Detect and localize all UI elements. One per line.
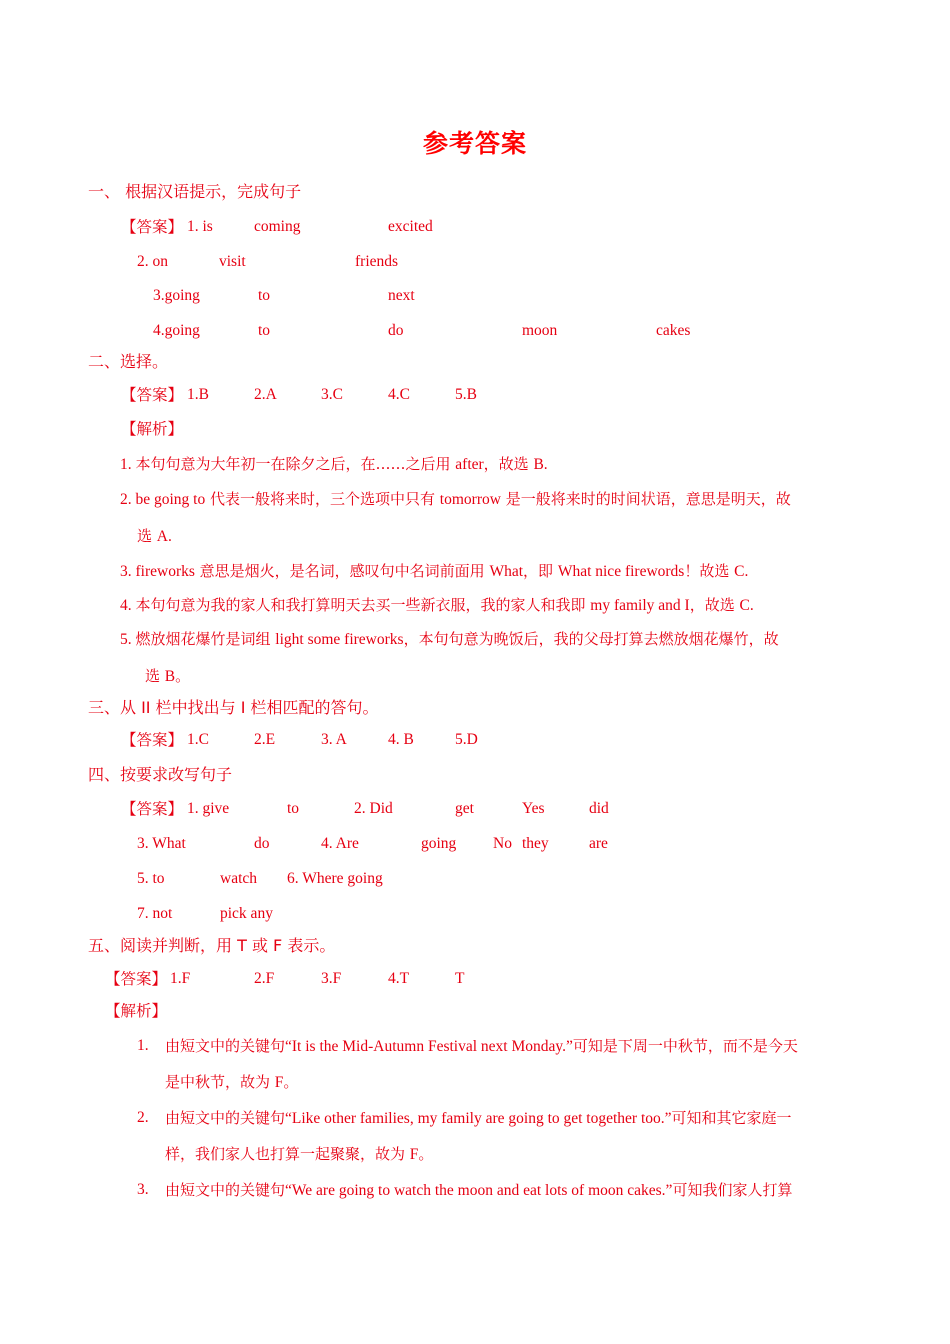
answer-cell: coming [254, 218, 301, 235]
analysis-item-2: 2. be going to 代表一般将来时，三个选项中只有 tomorrow 是一般将来时的时间状语，意思是明天，故 [120, 490, 791, 508]
answer-cell: 6. Where going [287, 870, 383, 887]
analysis-label: 【解析】 [105, 1002, 168, 1020]
answer-cell: 3. A [321, 731, 347, 748]
section-4-heading: 四、按要求改写句子 [88, 765, 233, 784]
analysis-number: 3. [137, 1181, 149, 1198]
page-title: 参考答案 [422, 129, 527, 158]
answer-cell: 3.going [153, 287, 200, 304]
analysis-item-4: 4. 本句句意为我的家人和我打算明天去买一些新衣服，我的家人和我即 my family and I，故选 C. [120, 596, 754, 614]
answer-cell: visit [219, 253, 246, 270]
answer-cell: excited [388, 218, 433, 235]
answer-cell: 2.E [254, 731, 276, 748]
answer-cell: 1. is [187, 218, 213, 235]
answer-cell: 1.C [187, 731, 209, 748]
section-5-heading: 五、阅读并判断，用 T 或 F 表示。 [88, 936, 336, 955]
answer-label: 【答案】 [121, 731, 184, 749]
answer-cell: did [589, 800, 609, 817]
answer-cell: they [522, 835, 549, 852]
analysis-item-1: 1. 本句句意为大年初一在除夕之后，在……之后用 after，故选 B. [120, 455, 548, 473]
answer-cell: 2. on [137, 253, 168, 270]
answer-cell: Yes [522, 800, 545, 817]
analysis-number: 1. [137, 1037, 149, 1054]
answer-cell: get [455, 800, 474, 817]
answer-cell: 4.C [388, 386, 410, 403]
answer-cell: pick any [220, 905, 273, 922]
answer-label: 【答案】 [121, 800, 184, 818]
analysis-item-2-cont: 样，我们家人也打算一起聚聚，故为 F。 [165, 1145, 434, 1163]
answer-cell: 4.going [153, 322, 200, 339]
analysis-item-2: 由短文中的关键句“Like other families, my family are going to get together too.”可知和其它家庭一 [165, 1109, 792, 1127]
section-3-heading: 三、从 II 栏中找出与 I 栏相匹配的答句。 [88, 698, 379, 717]
answer-label: 【答案】 [121, 218, 184, 236]
answer-cell: watch [220, 870, 258, 887]
answer-cell: 1.F [170, 970, 191, 987]
answer-cell: 5. to [137, 870, 165, 887]
answer-cell: 3.C [321, 386, 343, 403]
answer-cell: 3. What [137, 835, 186, 852]
answer-cell: are [589, 835, 608, 852]
section-2-heading: 二、选择。 [88, 352, 169, 371]
analysis-item-1: 由短文中的关键句“It is the Mid-Autumn Festival next Monday.”可知是下周一中秋节，而不是今天 [165, 1037, 798, 1055]
answer-cell: do [388, 322, 404, 339]
analysis-number: 2. [137, 1109, 149, 1126]
answer-cell: 5.B [455, 386, 477, 403]
answer-cell: 2.F [254, 970, 275, 987]
answer-label: 【答案】 [105, 970, 168, 988]
analysis-item-5: 5. 燃放烟花爆竹是词组 light some fireworks，本句句意为晚饭后，我的父母打算去燃放烟花爆竹，故 [120, 630, 779, 648]
answer-cell: 1.B [187, 386, 209, 403]
answer-cell: 4. B [388, 731, 414, 748]
analysis-label: 【解析】 [121, 420, 184, 438]
answer-cell: 2.A [254, 386, 277, 403]
answer-cell: 5.D [455, 731, 478, 748]
answer-cell: 2. Did [354, 800, 393, 817]
answer-cell: 4. Are [321, 835, 359, 852]
answer-cell: do [254, 835, 270, 852]
answer-cell: 1. give [187, 800, 230, 817]
answer-cell: to [258, 322, 271, 339]
analysis-item-2-cont: 选 A. [137, 527, 172, 545]
analysis-item-5-cont: 选 B。 [145, 667, 191, 685]
answer-cell: moon [522, 322, 558, 339]
answer-label: 【答案】 [121, 386, 184, 404]
answer-cell: friends [355, 253, 399, 270]
answer-cell: to [287, 800, 300, 817]
answer-cell: 7. not [137, 905, 173, 922]
answer-cell: No [493, 835, 512, 852]
answer-cell: T [455, 970, 465, 987]
answer-cell: cakes [656, 322, 691, 339]
section-1-heading: 一、 根据汉语提示，完成句子 [88, 182, 302, 201]
answer-cell: 3.F [321, 970, 342, 987]
analysis-item-3: 3. fireworks 意思是烟火，是名词，感叹句中名词前面用 What，即 What nice firewords！故选 C. [120, 562, 749, 580]
answer-cell: 4.T [388, 970, 410, 987]
answer-cell: to [258, 287, 271, 304]
answer-cell: going [421, 835, 457, 852]
answer-cell: next [388, 287, 415, 304]
analysis-item-3: 由短文中的关键句“We are going to watch the moon and eat lots of moon cakes.”可知我们家人打算 [165, 1181, 793, 1199]
analysis-item-1-cont: 是中秋节，故为 F。 [165, 1073, 299, 1091]
